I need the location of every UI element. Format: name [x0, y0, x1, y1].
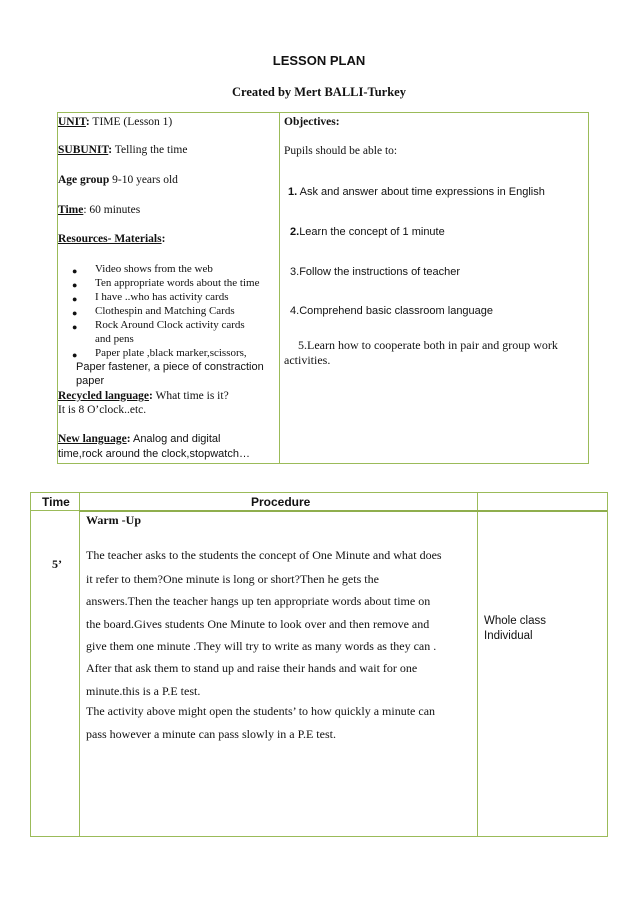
recycled-language-example: It is 8 O’clock..etc.	[58, 404, 147, 416]
new-language-row: New language: Analog and digital	[58, 433, 221, 445]
resources-row: Resources- Materials:	[58, 233, 166, 245]
age-label: Age group	[58, 174, 110, 186]
resource-item: Paper plate ,black marker,scissors,	[95, 347, 247, 359]
header-divider	[31, 510, 79, 511]
objective-number: 5.	[298, 338, 307, 352]
lesson-details-cell	[58, 113, 279, 460]
objective-item	[290, 226, 445, 238]
bullet-icon: ●	[72, 350, 78, 360]
unit-label: UNIT	[58, 116, 86, 128]
resource-item: I have ..who has activity cards	[95, 291, 229, 303]
objective-number: 2.	[290, 226, 300, 238]
procedure-line: minute.this is a P.E test.	[86, 684, 201, 698]
document-author: Created by Mert BALLI-Turkey	[232, 85, 406, 99]
objective-number: 3.	[290, 266, 300, 278]
recycled-language-label: Recycled language	[58, 390, 150, 402]
objective-number: 1.	[288, 186, 298, 198]
resource-item: Clothespin and Matching Cards	[95, 305, 235, 317]
document-title: LESSON PLAN	[272, 53, 366, 68]
subunit-label: SUBUNIT	[58, 144, 109, 156]
objective-text: Ask and answer about time expressions in English	[297, 186, 545, 198]
procedure-column-header: Procedure	[251, 495, 311, 509]
objectives-intro: Pupils should be able to:	[284, 145, 398, 157]
recycled-language-row: Recycled language: What time is it?	[58, 390, 229, 402]
procedure-table	[30, 492, 608, 837]
objective-item	[290, 305, 493, 317]
objective-text: Comprehend basic classroom language	[299, 305, 494, 317]
objectives-label: Objectives:	[284, 116, 340, 128]
resource-item: Ten appropriate words about the time	[95, 277, 260, 289]
column-divider	[477, 493, 478, 836]
age-value: 9-10 years old	[109, 174, 178, 186]
resource-item-continuation: paper	[76, 375, 105, 387]
recycled-language-value: What time is it?	[152, 390, 229, 402]
unit-row: UNIT: TIME (Lesson 1)	[58, 116, 173, 128]
header-divider	[79, 510, 607, 512]
objective-item	[288, 186, 545, 198]
procedure-line: the board.Gives students One Minute to look over and then remove and	[86, 617, 430, 631]
bullet-icon: ●	[72, 280, 78, 290]
resource-item-continuation: Paper fastener, a piece of constraction	[76, 361, 264, 373]
procedure-line: The teacher asks to the students the concept of One Minute and what does	[86, 548, 442, 562]
time-row: Time: 60 minutes	[58, 204, 141, 216]
objective-item	[298, 338, 558, 353]
age-row	[58, 174, 178, 186]
procedure-line: The activity above might open the students’ to how quickly a minute can	[86, 704, 436, 718]
bullet-icon: ●	[72, 308, 78, 318]
resource-item: Video shows from the web	[95, 263, 213, 275]
objective-item-continuation: activities.	[284, 353, 331, 367]
objective-text: Learn the concept of 1 minute	[299, 226, 445, 238]
bullet-icon: ●	[72, 266, 78, 276]
unit-value: TIME (Lesson 1)	[89, 116, 173, 128]
subunit-row: SUBUNIT: Telling the time	[58, 144, 188, 156]
lesson-info-table	[57, 112, 589, 464]
time-column-header: Time	[42, 495, 70, 509]
procedure-line: After that ask them to stand up and raise their hands and wait for one	[86, 661, 418, 675]
procedure-line: pass however a minute can pass slowly in a P.E test.	[86, 727, 336, 741]
resource-item-continuation: and pens	[95, 333, 134, 345]
new-language-continuation: time,rock around the clock,stopwatch…	[58, 448, 250, 460]
bullet-icon: ●	[72, 294, 78, 304]
column-divider	[79, 493, 80, 836]
objective-item	[290, 266, 460, 278]
interaction-type: Whole class	[484, 615, 546, 627]
new-language-label: New language	[58, 433, 127, 445]
new-language-value: Analog and digital	[130, 433, 221, 445]
time-label: Time	[58, 204, 84, 216]
resources-label: Resources- Materials	[58, 233, 162, 245]
procedure-line: give them one minute .They will try to write as many words as they can .	[86, 639, 437, 653]
interaction-type: Individual	[484, 630, 533, 642]
objective-text: Learn how to cooperate both in pair and group work	[307, 338, 558, 352]
subunit-value: Telling the time	[112, 144, 188, 156]
objective-text: Follow the instructions of teacher	[299, 266, 460, 278]
time-value: 60 minutes	[86, 204, 141, 216]
resource-item: Rock Around Clock activity cards	[95, 319, 245, 331]
bullet-icon: ●	[72, 322, 78, 332]
objective-number: 4.	[290, 305, 300, 317]
procedure-line: it refer to them?One minute is long or short?Then he gets the	[86, 572, 379, 586]
stage-title: Warm -Up	[86, 513, 141, 527]
table-divider	[279, 113, 280, 463]
stage-duration: 5’	[52, 557, 62, 571]
procedure-line: answers.Then the teacher hangs up ten appropriate words about time on	[86, 594, 431, 608]
